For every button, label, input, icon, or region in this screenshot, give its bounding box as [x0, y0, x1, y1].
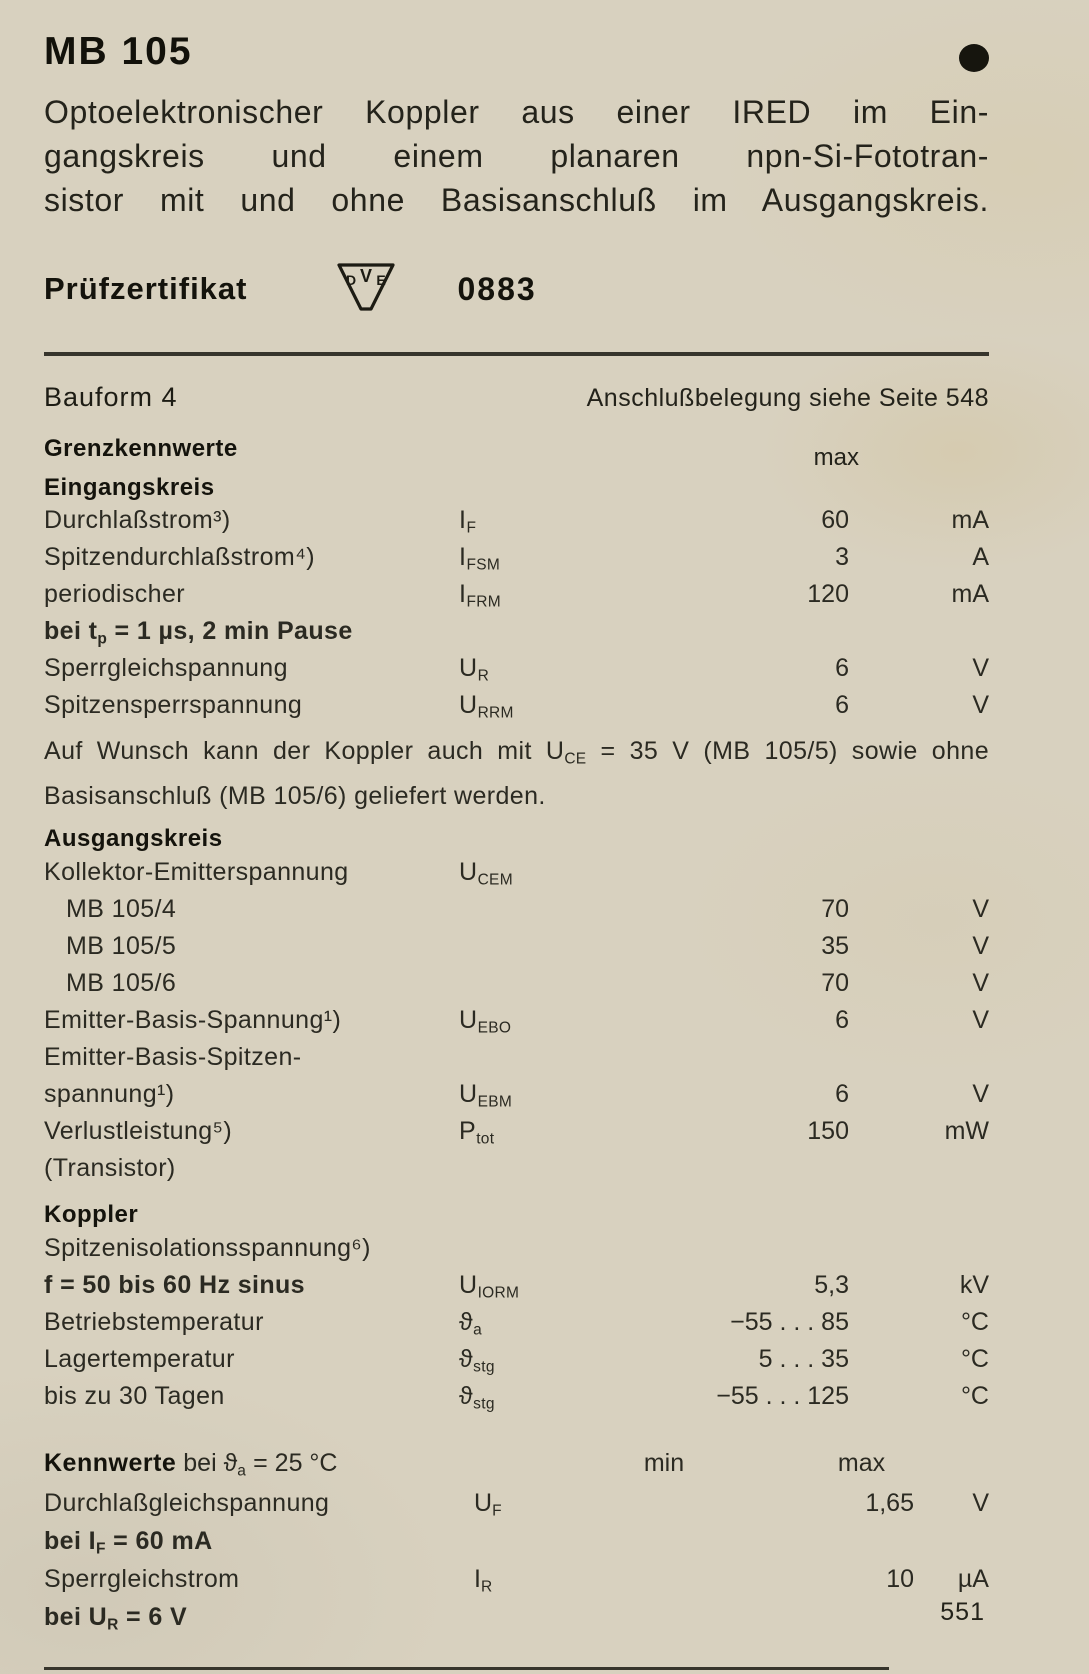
row-label: Kollektor-Emitterspannung	[44, 857, 349, 886]
row-value: 5,3	[814, 1270, 849, 1299]
row-symbol: ϑstg	[459, 1381, 495, 1413]
row-symbol: IF	[459, 506, 477, 537]
row-unit: µA	[957, 1564, 989, 1593]
column-header-max: max	[813, 444, 859, 471]
spec-row	[44, 858, 989, 895]
column-header-min: min	[643, 1448, 685, 1477]
certificate-row	[44, 256, 989, 322]
row-value: −55 . . . 85	[730, 1307, 849, 1336]
bauform-label: Bauform 4	[44, 382, 178, 412]
row-symbol: UIORM	[459, 1270, 520, 1302]
spec-row	[44, 932, 989, 969]
row-max-value: 1,65	[865, 1488, 914, 1517]
row-symbol: UEBO	[459, 1005, 512, 1037]
row-label: Verlustleistung⁵)	[44, 1116, 233, 1145]
spec-row	[44, 1489, 989, 1527]
row-label: spannung¹)	[44, 1079, 175, 1108]
row-unit: V	[972, 968, 989, 997]
spec-row	[44, 1382, 989, 1419]
horizontal-rule-bottom	[44, 1667, 889, 1670]
condition-row	[44, 1603, 989, 1641]
row-unit: °C	[960, 1344, 989, 1373]
section-heading-grenzkennwerte: Grenzkennwerte	[44, 435, 238, 462]
spec-row	[44, 1006, 989, 1043]
row-unit: V	[972, 654, 989, 682]
row-label: Lagertemperatur	[44, 1344, 235, 1373]
row-unit: V	[972, 1079, 989, 1108]
row-label: periodischer	[44, 580, 185, 608]
row-unit: mA	[951, 580, 989, 608]
row-symbol: URRM	[459, 691, 514, 722]
description-line: gangskreis und einem planaren npn-Si-Fototran-	[44, 138, 989, 174]
condition-row	[44, 1527, 989, 1565]
description-line: sistor mit und ohne Basisanschluß im Ausgangskreis.	[44, 182, 989, 218]
row-symbol: UR	[459, 654, 490, 685]
row-value: 70	[821, 894, 849, 923]
section-heading-koppler: Koppler	[44, 1201, 139, 1229]
row-value: 6	[835, 654, 849, 682]
part-number-title: MB 105	[44, 30, 193, 73]
spec-row	[44, 1234, 989, 1271]
row-label: (Transistor)	[44, 1153, 176, 1182]
svg-text:V: V	[360, 265, 373, 286]
spec-row	[44, 691, 989, 728]
spec-row	[44, 654, 989, 691]
spec-row	[44, 1117, 989, 1154]
row-unit: mW	[944, 1116, 989, 1145]
row-symbol: ϑstg	[459, 1344, 495, 1376]
spec-row	[44, 895, 989, 932]
row-symbol: UCEM	[459, 857, 513, 889]
row-label: bei UR = 6 V	[44, 1602, 188, 1634]
row-value: 6	[835, 1005, 849, 1034]
row-unit: V	[972, 691, 989, 719]
variant-note: Auf Wunsch kann der Koppler auch mit UCE = 35 V (MB 105/5) sowie ohne Basisanschluß (MB 105/6) geliefert werden.	[44, 737, 989, 810]
row-unit: °C	[960, 1307, 989, 1336]
row-label: Spitzendurchlaßstrom⁴)	[44, 543, 316, 571]
row-unit: kV	[959, 1270, 989, 1299]
row-value: −55 . . . 125	[716, 1381, 849, 1410]
row-value: 6	[835, 691, 849, 719]
condition-row	[44, 617, 989, 654]
row-label: Emitter-Basis-Spitzen-	[44, 1042, 302, 1071]
row-value: 70	[821, 968, 849, 997]
pinout-reference: Anschlußbelegung siehe Seite 548	[586, 384, 989, 412]
row-label: Emitter-Basis-Spannung¹)	[44, 1005, 342, 1034]
row-value: 3	[835, 543, 849, 571]
section-heading-kennwerte: Kennwerte bei ϑa = 25 °C	[44, 1448, 338, 1480]
certificate-number: 0883	[457, 270, 537, 307]
spec-row	[44, 1271, 989, 1308]
section-heading-ausgangskreis: Ausgangskreis	[44, 825, 223, 853]
row-unit: V	[972, 894, 989, 923]
row-label: Sperrgleichspannung	[44, 654, 288, 682]
spec-row	[44, 506, 989, 543]
row-symbol: Ptot	[459, 1116, 495, 1148]
row-symbol: IFSM	[459, 543, 501, 574]
row-unit: °C	[960, 1381, 989, 1410]
row-value: 35	[821, 931, 849, 960]
row-label: MB 105/6	[66, 968, 177, 997]
svg-text:D: D	[346, 271, 357, 288]
page-content	[44, 30, 989, 1670]
row-label: Spitzenisolationsspannung⁶)	[44, 1233, 371, 1262]
spec-row	[44, 1565, 989, 1603]
description-paragraph	[44, 90, 989, 222]
row-label: MB 105/5	[66, 931, 177, 960]
characteristics-heading-row	[44, 1449, 989, 1489]
spec-row	[44, 580, 989, 617]
row-label: Spitzensperrspannung	[44, 691, 303, 719]
row-label: Sperrgleichstrom	[44, 1564, 240, 1593]
row-unit: A	[972, 543, 989, 571]
row-symbol: UF	[474, 1488, 502, 1520]
page-number: 551	[940, 1598, 985, 1626]
row-value: 5 . . . 35	[758, 1344, 849, 1373]
row-value: 150	[807, 1116, 849, 1145]
row-label: bei IF = 60 mA	[44, 1526, 213, 1558]
row-unit: V	[972, 1005, 989, 1034]
spec-row	[44, 1154, 989, 1191]
row-symbol: IR	[474, 1564, 493, 1596]
row-symbol: IFRM	[459, 580, 501, 611]
vde-logo-icon	[333, 258, 399, 321]
section-heading-eingangskreis: Eingangskreis	[44, 473, 215, 501]
spec-row	[44, 969, 989, 1006]
row-label: bis zu 30 Tagen	[44, 1381, 225, 1410]
row-label: MB 105/4	[66, 894, 177, 923]
row-value: 120	[807, 580, 849, 608]
column-header-max: max	[837, 1448, 886, 1477]
spec-row	[44, 1043, 989, 1080]
horizontal-rule-top	[44, 352, 989, 356]
row-label: Betriebstemperatur	[44, 1307, 264, 1336]
row-unit: V	[972, 1488, 989, 1517]
row-label: f = 50 bis 60 Hz sinus	[44, 1270, 305, 1299]
row-unit: V	[972, 931, 989, 960]
description-line: Optoelektronischer Koppler aus einer IRED im Ein-	[44, 94, 989, 130]
spec-row	[44, 1345, 989, 1382]
row-label: bei tp = 1 µs, 2 min Pause	[44, 617, 353, 648]
limits-heading-row	[44, 435, 989, 471]
row-value: 60	[821, 506, 849, 534]
row-max-value: 10	[886, 1564, 914, 1593]
row-symbol: ϑa	[459, 1307, 483, 1339]
certificate-label: Prüfzertifikat	[44, 271, 248, 306]
row-symbol: UEBM	[459, 1079, 513, 1111]
bauform-row	[44, 382, 989, 413]
row-value: 6	[835, 1079, 849, 1108]
spec-row	[44, 1308, 989, 1345]
row-unit: mA	[951, 506, 989, 534]
spec-row	[44, 1080, 989, 1117]
spec-row	[44, 543, 989, 580]
row-label: Durchlaßstrom³)	[44, 506, 231, 534]
svg-text:E: E	[376, 271, 387, 288]
row-label: Durchlaßgleichspannung	[44, 1488, 330, 1517]
